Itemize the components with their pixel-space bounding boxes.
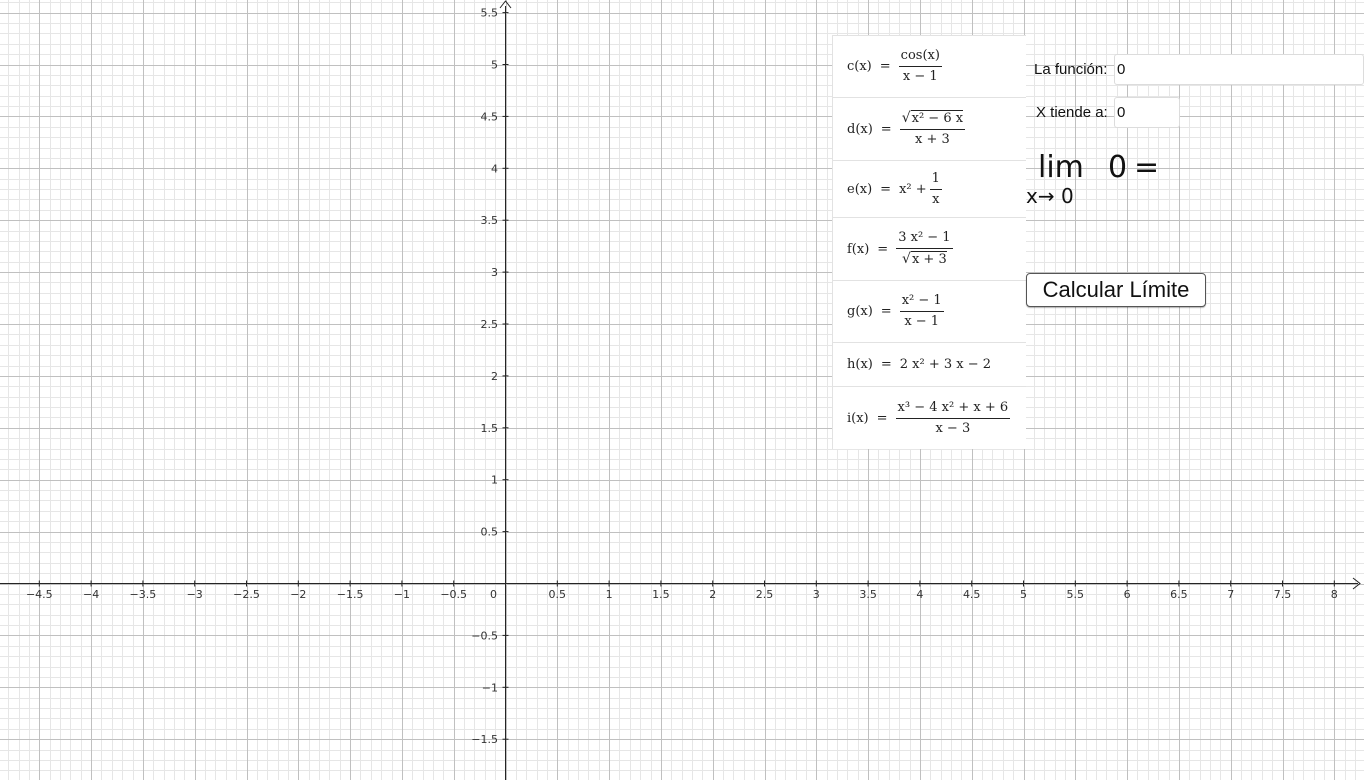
funcion-label: La función:: [1034, 61, 1108, 78]
denominator: x − 3: [935, 420, 971, 436]
algebra-row-g[interactable]: [833, 281, 1026, 343]
x-tick-label: 2: [709, 588, 717, 601]
numerator: x² − 1: [900, 293, 944, 312]
fraction: [896, 400, 1011, 437]
x-tick-label: 1.5: [652, 588, 670, 601]
function-name: d(x): [847, 121, 873, 137]
x-tick-label: −3.5: [129, 588, 157, 601]
x-tick-label: 5.5: [1066, 588, 1085, 601]
x-tick-label: 1: [605, 588, 613, 601]
y-tick-label: −1: [481, 681, 498, 695]
funcion-input[interactable]: [1114, 54, 1364, 85]
function-name: g(x): [847, 304, 873, 319]
x-tick-label: −1.5: [336, 588, 364, 601]
y-tick-label: 2.5: [480, 318, 498, 331]
expression-lead: x² +: [899, 181, 927, 197]
limit-subscript: x→ 0: [1026, 184, 1074, 208]
radicand: x² − 6 x: [911, 111, 964, 126]
denominator: [900, 249, 949, 268]
x-tick-label: 7: [1227, 588, 1235, 601]
x-tick-label: −1: [393, 588, 411, 601]
origin-label: 0: [490, 588, 497, 601]
x-tick-label: 6: [1123, 588, 1131, 601]
x-tick-label: 6.5: [1170, 588, 1188, 601]
y-tick-label: 4: [491, 162, 498, 176]
fraction: [900, 293, 944, 330]
denominator: x − 1: [902, 69, 938, 84]
fraction: [899, 48, 942, 85]
function-name: f(x): [847, 241, 870, 257]
equals-sign: =: [876, 410, 888, 426]
x-tick-label: 8: [1330, 588, 1338, 601]
x-tick-label: 7.5: [1273, 588, 1292, 601]
tiende-label: X tiende a:: [1036, 104, 1108, 121]
y-tick-label: 3.5: [480, 214, 498, 228]
square-root-icon: √: [901, 110, 911, 126]
numerator: [900, 110, 965, 130]
x-tick-label: 0.5: [548, 588, 567, 601]
algebra-row-c[interactable]: [833, 36, 1026, 98]
x-tick-label: −0.5: [440, 588, 468, 601]
lim-text: lim: [1038, 150, 1084, 185]
numerator: 1: [930, 171, 942, 190]
numerator: 3 x² − 1: [896, 230, 952, 249]
equals-sign: =: [880, 304, 892, 319]
x-tick-label: 4: [916, 588, 924, 601]
x-tick-label: −4: [82, 588, 100, 601]
function-name: h(x): [847, 357, 873, 372]
x-tick-label: −2.5: [233, 588, 260, 601]
fraction: [900, 110, 965, 148]
algebra-row-f[interactable]: [833, 218, 1026, 281]
numerator: x³ − 4 x² + x + 6: [896, 400, 1011, 419]
function-name: c(x): [847, 59, 872, 74]
y-tick-label: −1.5: [471, 733, 498, 747]
algebra-row-d[interactable]: [833, 98, 1026, 161]
y-tick-label: 3: [491, 266, 498, 280]
y-tick-label: 5.5: [480, 6, 498, 20]
equals-sign: =: [880, 121, 892, 137]
y-tick-label: −0.5: [471, 629, 498, 643]
y-tick-label: 4.5: [480, 110, 498, 124]
y-tick-label: 0.5: [480, 525, 498, 539]
algebra-view: [832, 35, 1026, 449]
function-name: e(x): [847, 181, 873, 197]
algebra-row-i[interactable]: [833, 387, 1026, 449]
equals-sign: =: [880, 357, 892, 372]
numerator: cos(x): [899, 48, 942, 67]
algebra-row-h[interactable]: [833, 343, 1026, 387]
denominator: x − 1: [904, 314, 940, 329]
equals-sign: =: [880, 181, 892, 197]
y-tick-label: 2: [491, 369, 498, 383]
radicand: x + 3: [911, 252, 947, 267]
y-tick-label: 1: [491, 473, 498, 487]
expression: 2 x² + 3 x − 2: [899, 357, 992, 372]
algebra-row-e[interactable]: [833, 161, 1026, 218]
y-tick-label: 1.5: [480, 421, 498, 435]
x-tick-label: −3: [186, 588, 203, 601]
x-tick-label: 5: [1020, 588, 1027, 601]
x-tick-label: 3: [812, 588, 820, 601]
limit-equals: =: [1134, 150, 1160, 185]
tiende-input[interactable]: [1114, 97, 1180, 128]
calcular-limite-button[interactable]: Calcular Límite: [1026, 273, 1206, 307]
x-tick-label: −4.5: [25, 588, 53, 601]
function-name: i(x): [847, 410, 869, 426]
denominator: x + 3: [915, 132, 950, 147]
x-tick-label: −2: [290, 588, 307, 601]
x-tick-label: 2.5: [755, 588, 774, 601]
denominator: x: [932, 191, 940, 207]
fraction: [930, 171, 942, 208]
square-root-icon: √: [902, 251, 911, 267]
equals-sign: =: [877, 241, 889, 257]
x-tick-label: 3.5: [859, 588, 877, 601]
equals-sign: =: [879, 59, 891, 74]
y-tick-label: 5: [491, 58, 498, 72]
limit-expression: [1026, 150, 1226, 220]
limit-function: 0: [1108, 150, 1128, 185]
x-tick-label: 4.5: [962, 588, 981, 601]
fraction: [896, 230, 952, 268]
